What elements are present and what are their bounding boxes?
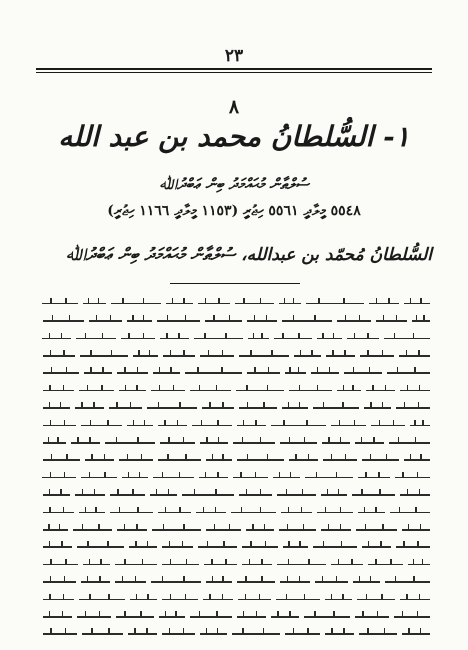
script-word — [204, 564, 237, 566]
script-word — [396, 407, 429, 409]
script-word — [242, 546, 277, 548]
body-line — [40, 382, 432, 399]
script-word — [410, 425, 430, 427]
script-word — [371, 425, 404, 427]
script-word — [231, 512, 276, 514]
script-word — [326, 355, 355, 357]
script-word — [412, 320, 430, 322]
script-word — [115, 581, 146, 583]
script-word — [122, 477, 147, 479]
script-word — [358, 477, 389, 479]
script-word — [323, 459, 356, 461]
script-word — [246, 529, 274, 531]
script-word — [42, 477, 75, 479]
body-line — [40, 591, 432, 608]
body-line — [40, 452, 432, 469]
script-word — [325, 633, 354, 635]
script-word — [360, 355, 394, 357]
script-word — [79, 512, 105, 514]
script-word — [277, 564, 326, 566]
script-word — [89, 320, 122, 322]
script-word — [276, 599, 319, 601]
script-word — [150, 494, 178, 496]
body-line — [40, 434, 432, 451]
script-word — [404, 303, 430, 305]
script-word — [200, 442, 227, 444]
script-word — [198, 546, 237, 548]
script-word — [235, 303, 274, 305]
script-word — [128, 633, 157, 635]
script-word — [206, 581, 231, 583]
script-word — [280, 581, 309, 583]
body-line — [40, 399, 432, 416]
script-word — [356, 529, 397, 531]
script-word — [237, 581, 276, 583]
script-word — [105, 442, 156, 444]
script-word — [289, 459, 318, 461]
lead-heading: السُّلطانُ مُحمّد بن عبدالله، ސުލްޠާން މުޙައްމަދު ބިން ޢަބްދުﷲ — [65, 245, 432, 265]
script-word — [81, 425, 122, 427]
lead-divider — [170, 283, 300, 284]
script-word — [355, 442, 384, 444]
header-rule-thin — [36, 72, 432, 73]
body-line — [40, 556, 432, 573]
script-word — [358, 512, 386, 514]
script-word — [160, 442, 195, 444]
script-word — [79, 599, 124, 601]
script-word — [317, 338, 342, 340]
body-line — [40, 573, 432, 590]
script-word — [362, 546, 391, 548]
script-word — [152, 529, 201, 531]
section-number: ٨ — [228, 96, 240, 118]
script-word — [364, 407, 391, 409]
script-word — [43, 320, 84, 322]
script-word — [110, 512, 153, 514]
script-word — [157, 320, 200, 322]
script-word — [390, 512, 429, 514]
script-word — [43, 616, 73, 618]
script-word — [305, 477, 354, 479]
script-word — [160, 338, 189, 340]
script-word — [366, 390, 395, 392]
script-word — [402, 633, 429, 635]
script-word — [242, 564, 271, 566]
chapter-subtitle: ސުލްޠާން މުޙައްމަދު ބިން ޢަބްދުﷲ — [159, 175, 309, 193]
script-word — [396, 546, 429, 548]
script-word — [237, 459, 284, 461]
script-word — [77, 546, 124, 548]
script-word — [43, 425, 76, 427]
script-word — [239, 407, 278, 409]
script-word — [304, 616, 350, 618]
script-word — [198, 303, 229, 305]
script-word — [331, 564, 362, 566]
script-word — [282, 407, 307, 409]
script-word — [84, 372, 113, 374]
script-word — [311, 372, 340, 374]
script-word — [127, 425, 153, 427]
script-word — [279, 529, 316, 531]
script-word — [182, 494, 233, 496]
header-rule — [36, 68, 432, 70]
script-word — [43, 546, 72, 548]
script-word — [77, 616, 111, 618]
script-word — [274, 338, 312, 340]
script-word — [159, 616, 185, 618]
body-line — [40, 608, 432, 625]
script-word — [43, 529, 69, 531]
script-word — [83, 564, 111, 566]
script-word — [203, 599, 233, 601]
script-word — [43, 459, 80, 461]
script-word — [352, 494, 395, 496]
script-word — [285, 633, 320, 635]
script-word — [43, 581, 76, 583]
script-word — [248, 338, 269, 340]
script-word — [271, 425, 326, 427]
script-word — [237, 425, 266, 427]
script-word — [400, 390, 429, 392]
script-word — [239, 355, 289, 357]
script-word — [109, 407, 142, 409]
script-word — [387, 372, 429, 374]
script-word — [322, 442, 349, 444]
script-word — [400, 494, 429, 496]
script-word — [232, 633, 280, 635]
script-word — [43, 355, 75, 357]
script-word — [133, 355, 158, 357]
body-line — [40, 486, 432, 503]
script-word — [237, 616, 267, 618]
script-word — [43, 442, 66, 444]
script-word — [399, 355, 430, 357]
script-word — [76, 338, 116, 340]
script-word — [279, 303, 301, 305]
script-word — [190, 390, 231, 392]
page-number: ٢٣ — [224, 46, 244, 66]
script-word — [395, 477, 430, 479]
script-word — [151, 581, 202, 583]
script-word — [111, 303, 160, 305]
script-word — [117, 529, 146, 531]
script-word — [233, 477, 268, 479]
script-word — [115, 564, 156, 566]
script-word — [400, 599, 430, 601]
script-word — [153, 477, 194, 479]
script-word — [306, 303, 365, 305]
script-word — [233, 442, 276, 444]
script-word — [185, 372, 242, 374]
script-word — [206, 459, 232, 461]
chapter-title: ١- السُّلطانُ محمد بن عبد الله — [58, 120, 410, 153]
script-word — [158, 512, 191, 514]
script-word — [43, 372, 79, 374]
script-word — [163, 355, 195, 357]
script-word — [75, 407, 104, 409]
script-word — [43, 390, 74, 392]
script-word — [71, 442, 100, 444]
body-line — [40, 312, 432, 329]
body-line — [40, 295, 432, 312]
body-line — [40, 469, 432, 486]
body-line — [40, 347, 432, 364]
script-word — [321, 529, 350, 531]
script-word — [273, 477, 300, 479]
script-word — [384, 338, 430, 340]
script-word — [43, 494, 71, 496]
script-word — [162, 599, 198, 601]
script-word — [247, 372, 279, 374]
script-word — [389, 442, 430, 444]
script-word — [402, 529, 430, 531]
script-word — [313, 407, 360, 409]
script-word — [317, 512, 352, 514]
script-word — [83, 303, 107, 305]
script-word — [42, 303, 77, 305]
script-word — [202, 407, 233, 409]
script-word — [43, 564, 78, 566]
body-line — [40, 417, 432, 434]
body-text — [40, 295, 432, 643]
reign-dates: ٥٥٤٨ މީލާދީ ٥٥٦١ ހިޖުރީ (١١٥٣ މީލާދީ ١١٦٦ ހިޖުރީ) — [107, 203, 361, 219]
script-word — [359, 633, 398, 635]
script-word — [79, 390, 114, 392]
script-word — [200, 633, 227, 635]
script-word — [321, 494, 347, 496]
script-word — [315, 581, 348, 583]
script-word — [236, 390, 285, 392]
script-word — [162, 546, 193, 548]
script-word — [81, 477, 118, 479]
script-word — [130, 599, 158, 601]
script-word — [162, 564, 199, 566]
script-word — [404, 459, 430, 461]
script-word — [119, 390, 146, 392]
script-word — [394, 616, 430, 618]
script-word — [331, 425, 366, 427]
script-word — [199, 477, 228, 479]
script-word — [190, 616, 232, 618]
body-line — [40, 330, 432, 347]
script-word — [166, 303, 194, 305]
script-word — [196, 512, 225, 514]
script-word — [43, 633, 78, 635]
body-line — [40, 538, 432, 555]
script-word — [81, 581, 110, 583]
script-word — [369, 303, 398, 305]
script-word — [73, 529, 112, 531]
script-word — [238, 599, 272, 601]
script-word — [205, 320, 242, 322]
script-word — [200, 355, 234, 357]
body-line — [40, 521, 432, 538]
script-word — [285, 372, 306, 374]
script-word — [376, 320, 407, 322]
script-word — [281, 512, 312, 514]
script-word — [119, 459, 152, 461]
script-word — [129, 546, 157, 548]
script-word — [337, 320, 370, 322]
script-word — [147, 407, 198, 409]
script-word — [282, 320, 333, 322]
script-word — [85, 459, 114, 461]
script-word — [337, 390, 360, 392]
script-word — [277, 494, 316, 496]
script-word — [344, 372, 382, 374]
script-word — [80, 355, 128, 357]
script-word — [408, 564, 430, 566]
body-line — [40, 504, 432, 521]
script-word — [206, 529, 241, 531]
script-word — [116, 616, 154, 618]
script-word — [355, 616, 389, 618]
body-line — [40, 365, 432, 382]
script-word — [283, 546, 309, 548]
script-word — [347, 338, 379, 340]
script-word — [117, 372, 148, 374]
script-word — [151, 390, 184, 392]
script-word — [153, 372, 180, 374]
body-line — [40, 625, 432, 642]
script-word — [192, 425, 231, 427]
script-word — [158, 425, 187, 427]
script-word — [313, 546, 356, 548]
script-word — [362, 459, 399, 461]
script-word — [357, 599, 395, 601]
script-word — [385, 581, 430, 583]
script-word — [158, 459, 201, 461]
script-word — [239, 494, 272, 496]
script-word — [42, 338, 71, 340]
script-word — [43, 407, 70, 409]
script-word — [368, 564, 403, 566]
script-word — [121, 338, 155, 340]
script-word — [43, 599, 75, 601]
script-word — [162, 633, 195, 635]
script-word — [82, 633, 123, 635]
script-word — [353, 581, 380, 583]
script-word — [43, 512, 74, 514]
script-word — [271, 616, 299, 618]
script-word — [110, 494, 145, 496]
script-word — [294, 355, 321, 357]
script-word — [280, 442, 317, 444]
script-word — [127, 320, 152, 322]
script-word — [247, 320, 276, 322]
script-word — [75, 494, 104, 496]
script-word — [289, 390, 332, 392]
script-word — [194, 338, 243, 340]
script-word — [325, 599, 353, 601]
